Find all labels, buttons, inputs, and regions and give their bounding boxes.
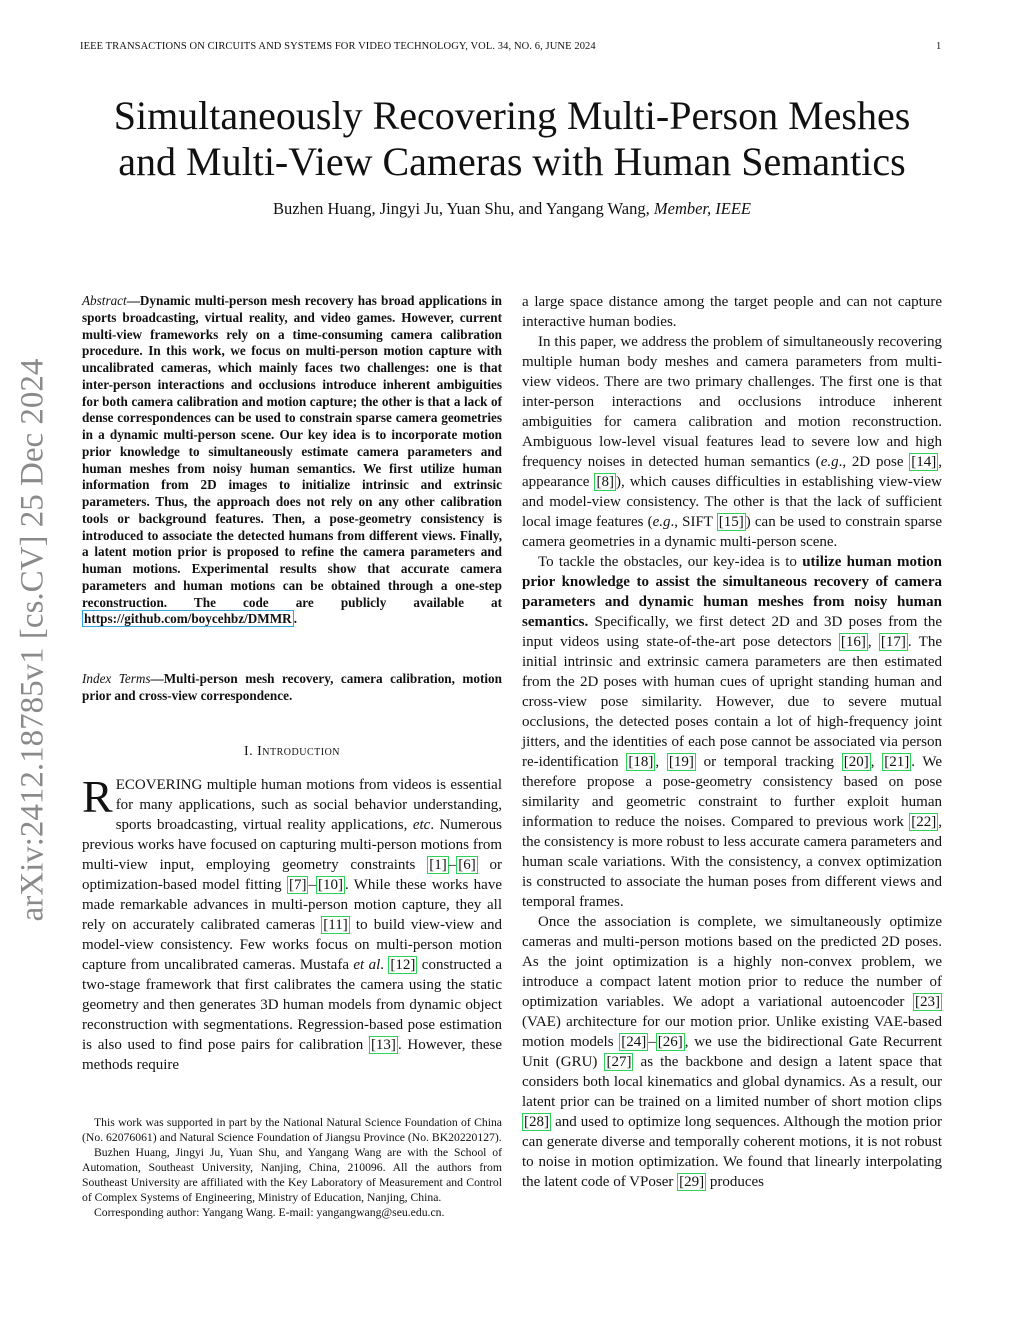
citation-link[interactable]: [1] [429,857,447,873]
citation-link[interactable]: [14] [911,454,937,470]
para-text: as the backbone and design a latent space that considers both local kinematics and global dynamics. As a result, our latent prior can be trained on a limited number of short motion clips [522,1054,942,1110]
citation-link[interactable]: [26] [657,1034,683,1050]
para-text: In this paper, we address the problem of simultaneously recovering multiple human body meshes and camera parameters from multi-view videos. There are two primary challenges. The first one is that inter-person interactions and occlusions introduce inherent ambiguities for camera calibration and motion reconstruction. Ambiguous low-level visual features lead to severe low and high frequency noises in detected human semantics ( [522,334,942,470]
paragraph-optimization: Once the association is complete, we simultaneously optimize cameras and multi-person motions based on the predicted 2D poses. As the joint optimization is a highly non-convex problem, we introduce a compact latent motion prior to reduce the number of optimization variables. We adopt a variational autoencoder [23] (VAE) architecture for our motion prior. Unlike existing VAE-based motion models [24] – [26] , we use the bidirectional Gate Recurrent Unit (GRU) [27] as the backbone and design a latent space that considers both local kinematics and global dynamics. As a result, our latent prior can be trained on a limited number of short motion clips [28] and used to optimize long sequences. Although the motion prior can generate diverse and temporally coherent motions, it is not robust to noise in motion optimization. We found that linearly interpolating the latent code of VPoser [29] produces [522,914,942,1190]
section-heading [82,744,502,760]
para-text: To tackle the obstacles, our key-idea is to [538,554,803,570]
citation-link[interactable]: [13] [370,1037,396,1053]
citation-link[interactable]: [18] [628,754,654,770]
index-terms [82,671,502,705]
key-idea-bold: utilize human motion prior knowledge to assist the simultaneous recovery of camera parameters and dynamic human meshes from noisy human semantics. [522,554,942,630]
page-number: 1 [936,41,942,52]
intro-text: . Numerous previous works have focused on capturing multi-person motions from multi-view input, employing geometry constraints [82,817,502,873]
code-url-link[interactable]: https://github.com/boycehbz/DMMR [84,611,292,627]
para-eg: e.g [652,514,671,530]
abstract-text: —Dynamic multi-person mesh recovery has broad applications in sports broadcasting, virtual reality, and video games. However, current multi-view frameworks rely on a time-consuming camera calibration procedure. In this work, we focus on multi-person motion capture with uncalibrated cameras, which mainly faces two challenges: one is that inter-person interactions and occlusions introduce inherent ambiguities for both camera calibration and motion capture; the other is that a lack of dense correspondences can be used to constrain sparse camera geometries in a dynamic multi-person scene. Our key idea is to incorporate motion prior knowledge to simultaneously estimate camera parameters and human meshes from noisy human semantics. We first utilize human information from 2D images to initialize intrinsic and extrinsic parameters. Thus, the approach does not rely on any other calibration tools or background features. Then, a pose-geometry consistency is introduced to associate the detected humans from different views. Finally, a latent motion prior is proposed to refine the camera parameters and human motions. Experimental results show that accurate camera parameters and human motions can be obtained through a one-step reconstruction. The code are publicly available at [82,293,502,610]
para-text: (VAE) architecture for our motion prior. Unlike existing VAE-based motion models [522,1014,942,1050]
footnote-corresponding: Corresponding author: Yangang Wang. E-mail: yangangwang@seu.edu.cn. [94,1206,445,1219]
section-number: I. [243,744,254,759]
intro-etc: etc [412,817,431,833]
paragraph-key-idea [522,552,942,912]
para-text: , [867,634,879,650]
para-text: ), which causes difficulties in establishing view-view and model-view consistency. The other is that the lack of sufficient local image features ( [522,474,942,530]
abstract [82,293,502,628]
citation-link[interactable]: [20] [843,754,869,770]
para-text: . We therefore propose a pose-geometry consistency based on pose similarity and geometric constraint to further exploit human information to reduce the noises. Compared to previous work [522,754,943,830]
para-text: Specifically, we first detect 2D and 3D poses from the input videos using state-of-the-art pose detectors [522,614,942,650]
para-text: ., 2D pose [838,454,910,470]
citation-link[interactable]: [7] [288,877,307,893]
intro-text: constructed a two-stage framework that first calibrates the camera using the static geometry and then generates 3D human models from dynamic object reconstruction with segmentations. Regression-based pose estimation is also used to find pose pairs for calibration [82,957,502,1053]
author-names: Buzhen Huang, Jingyi Ju, Yuan Shu, and Yangang Wang, [272,199,650,218]
citation-link[interactable]: [24] [621,1034,647,1050]
citation-link[interactable]: [6] [458,857,476,873]
paper-title [60,93,964,185]
intro-text: . [380,957,389,973]
abstract-end: . [293,611,297,627]
citation-link[interactable]: [15] [718,514,744,530]
title-line-2: and Multi-View Cameras with Human Semantics [118,139,906,184]
index-terms-text: —Multi-person mesh recovery, camera calibration, motion prior and cross-view correspondence. [82,671,502,703]
para-text: , [655,754,667,770]
para-text: and used to optimize long sequences. Although the motion prior can generate diverse and temporally coherent motions, it is not robust to noise in motion optimization. We found that linearly interpolating the latent code of VPoser [522,1114,942,1190]
citation-link[interactable]: [17] [880,634,906,650]
arxiv-stamp [8,345,58,935]
paragraph-problem [522,332,942,552]
citation-link[interactable]: [29] [679,1174,705,1190]
para-text: , [870,754,883,770]
para-text: ) can be used to constrain sparse camera geometries in a dynamic multi-person scene. [522,514,942,550]
para-text: or temporal tracking [695,754,842,770]
citation-link[interactable]: [11] [323,917,348,933]
citation-link[interactable]: [23] [915,994,940,1010]
footnotes [82,1115,502,1220]
abstract-lead: Abstract [82,293,127,308]
intro-text: . While these works have made remarkable advances in multi-person motion capture, they all rely on accurately calibrated cameras [82,877,502,933]
footnote-affiliation: Buzhen Huang, Jingyi Ju, Yuan Shu, and Yangang Wang are with the School of Automation, Southeast University, Nanjing, China, 210096. All the authors from Southeast University are affiliated with the Key Laboratory of Measurement and Control of Complex Systems of Engineering, Ministry of Education, Nanjing, China. [82,1146,502,1204]
citation-link[interactable]: [10] [317,877,343,893]
arxiv-stamp-text: arXiv:2412.18785v1 [cs.CV] 25 Dec 2024 [14,358,51,922]
citation-link[interactable]: [28] [524,1114,549,1130]
citation-link[interactable]: [21] [884,754,910,770]
drop-cap: R [82,771,113,822]
para-text: , appearance [522,454,942,490]
para-eg: e.g [820,454,839,470]
running-head: IEEE TRANSACTIONS ON CIRCUITS AND SYSTEMS FOR VIDEO TECHNOLOGY, VOL. 34, NO. 6, JUNE 2024 [80,41,596,52]
intro-et-al: et al [353,957,381,973]
para-text: , the consistency is more robust to less accurate camera parameters and human scale variations. With the consistency, a convex optimization is constructed to associate the human poses from different views and temporal frames. [522,814,942,910]
citation-link[interactable]: [16] [840,634,866,650]
footnote-funding: This work was supported in part by the National Natural Science Foundation of China (No. 62076061) and Natural Science Foundation of Jiangsu Province (No. BK20220127). [82,1116,502,1144]
citation-link[interactable]: [22] [911,814,937,830]
section-title: Introduction [257,744,341,759]
paragraph-continued: a large space distance among the target people and can not capture interactive human bodies. [522,294,942,330]
intro-text: ECOVERING multiple human motions from videos is essential for many applications, such as social behavior understanding, sports broadcasting, virtual reality applications, [115,777,502,833]
author-membership: Member, IEEE [653,199,752,218]
intro-paragraph: RECOVERING multiple human motions from videos is essential for many applications, such as social behavior understanding, sports broadcasting, virtual reality applications, etc. Numerous previous works have focused on capturing multi-person motions from multi-view input, employing geometry constraints [1] – [6] or optimization-based model fitting [7] – [10] . While these works have made remarkable advances in multi-person motion capture, they all rely on accurately calibrated cameras [11] to build view-view and model-view consistency. Few works focus on multi-person motion capture from uncalibrated cameras. Mustafa et al. [12] constructed a two-stage framework that first calibrates the camera using the static geometry and then generates 3D human models from dynamic object reconstruction with segmentations. Regression-based pose estimation is also used to find pose pairs for calibration [13] . However, these methods require [82,771,502,1073]
citation-link[interactable]: [12] [390,957,416,973]
intro-text: . However, these methods require [82,1037,502,1073]
author-list [60,199,964,219]
citation-link[interactable]: [8] [596,474,614,490]
para-text: . The initial intrinsic and extrinsic camera parameters are then estimated from the 2D poses with human cues of upright standing human and cross-view pose similarity. However, due to severe mutual occlusions, the detected poses contain a lot of high-frequency joint jitters, and the identities of each pose cannot be associated via person re-identification [522,634,942,770]
right-column [522,292,942,1192]
para-text: produces [706,1174,765,1190]
intro-text: to build view-view and model-view consistency. Few works focus on multi-person motion capture from uncalibrated cameras. Mustafa [82,917,502,973]
title-line-1: Simultaneously Recovering Multi-Person Meshes [113,93,911,138]
intro-text: or optimization-based model fitting [82,857,502,893]
para-text: ., SIFT [670,514,717,530]
index-terms-lead: Index Terms [82,671,151,686]
para-text: Once the association is complete, we simultaneously optimize cameras and multi-person motions based on the predicted 2D poses. As the joint optimization is a highly non-convex problem, we introduce a compact latent motion prior to reduce the number of optimization variables. We adopt a variational autoencoder [522,914,942,1010]
citation-link[interactable]: [19] [668,754,694,770]
para-text: , we use the bidirectional Gate Recurrent Unit (GRU) [522,1034,942,1070]
citation-link[interactable]: [27] [606,1054,632,1070]
